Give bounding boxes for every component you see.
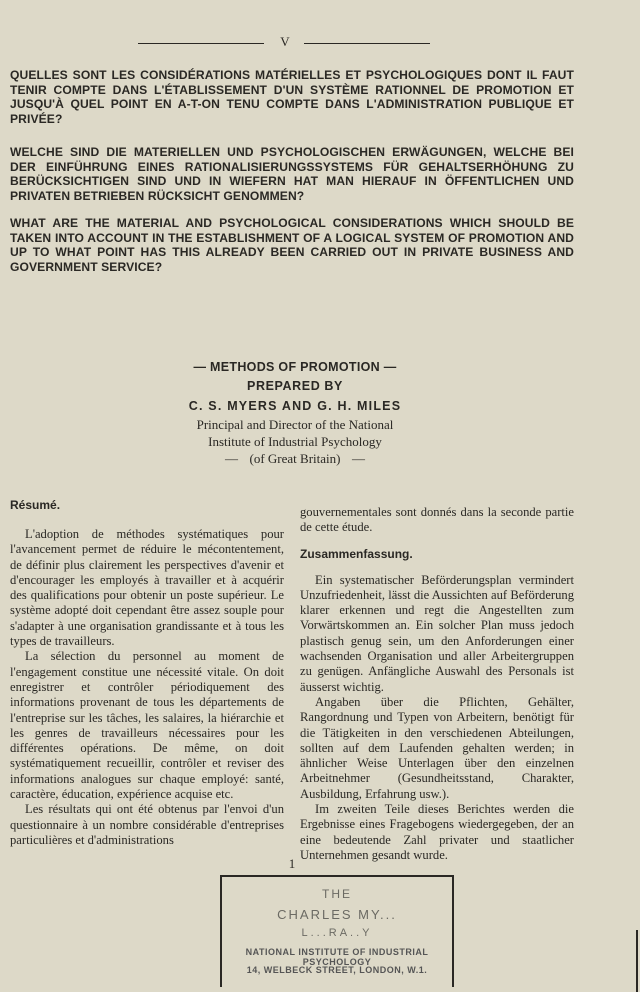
header-rule-right [304,43,430,44]
question-german [10,145,574,203]
header-rule-left [138,43,264,44]
title-block [160,358,430,467]
prepared-by: PREPARED BY [247,379,343,393]
document-title: — METHODS OF PROMOTION — [193,360,397,374]
resume-paragraph: Les résultats qui ont été obtenus par l'envoi d'un questionnaire à un nombre considérable d'entreprises particulières et d'administrations [10,802,284,847]
library-stamp [220,875,454,987]
page-header [0,34,640,50]
resume-heading: Résumé. [10,498,61,512]
affiliation-line-1: Principal and Director of the National [196,417,394,432]
dash-right: — [351,451,365,466]
dash-left: — [225,451,239,466]
zusammenfassung-paragraph: Im zweiten Teile dieses Berichtes werden die Ergebnisse eines Fragebogens wiedergegeben, der an eine bedeutende Zahl privater und staatlicher Unternehmen gesandt wurde. [300,802,574,862]
authors: C. S. MYERS AND G. H. MILES [188,399,402,413]
page-number: 1 [288,856,296,871]
question-german-text: WELCHE SIND DIE MATERIELLEN UND PSYCHOLOGISCHEN ERWÄGUNGEN, WELCHE BEI DER EINFÜHRUNG EINES RATIONALISIERUNGSSYSTEMS FÜR GEHALTSERHÖHUNG ZU BERÜCKSICHTIGEN SIND UND IN WIEFERN HAT MAN HIERAUF IN ÖFFENTLICHEN UND PRIVATEN BETRIEBEN RÜCKSICHT GENOMMEN? [10,145,574,203]
question-french-text: QUELLES SONT LES CONSIDÉRATIONS MATÉRIELLES ET PSYCHOLOGIQUES DONT IL FAUT TENIR COMPTE DANS L'ÉTABLISSEMENT D'UN SYSTÈME RATIONNEL DE PROMOTION ET JUSQU'À QUEL POINT EN A-T-ON TENU COMPTE DANS L'ADMINISTRATION PUBLIQUE ET PRIVÉE? [10,68,574,126]
resume-continuation: gouvernementales sont donnés dans la seconde partie de cette étude. [300,505,574,535]
page-numeral: V [280,34,290,49]
right-column [300,505,574,863]
stamp-line: THE [322,887,352,901]
affiliation-line-3 [160,450,430,467]
question-english-text: WHAT ARE THE MATERIAL AND PSYCHOLOGICAL CONSIDERATIONS WHICH SHOULD BE TAKEN INTO ACCOUNT IN THE ESTABLISHMENT OF A LOGICAL SYSTEM OF PROMOTION AND UP TO WHAT POINT HAS THIS ALREADY BEEN CARRIED OUT IN PRIVATE BUSINESS AND GOVERNMENT SERVICE? [10,216,574,274]
affiliation-country: (of Great Britain) [249,451,341,466]
stamp-line: L...RA..Y [301,927,373,939]
question-english [10,216,574,274]
resume-paragraph: L'adoption de méthodes systématiques pour l'avancement permet de réduire le mécontentement, de définir plus clairement les perspectives d'avenir et d'encourager les employés à travailler et à acquérir des qualifications pour obtenir un poste supérieur. Le système adopté doit cependant être assez souple pour s'adapter à une organisation grandissante et à tous les types de travailleurs. [10,527,284,649]
stamp-line: CHARLES MY... [277,907,397,922]
question-french [10,68,574,126]
left-column [10,498,284,848]
resume-paragraph: La sélection du personnel au moment de l'engagement constitue une nécessité vitale. On doit enregistrer et contrôler périodiquement des informations provenant de tous les départements de l'entreprise sur les tâches, les salaires, la hiérarchie et les genres de travailleurs nécessaires pour les différentes opérations. De même, on doit systématiquement recueillir, contrôler et reviser des informations analogues sur chaque employé: santé, caractère, éducation, expérience acquise etc. [10,649,284,802]
stamp-line: NATIONAL INSTITUTE OF INDUSTRIAL PSYCHOLOGY [245,947,429,967]
affiliation-line-2: Institute of Industrial Psychology [208,434,382,449]
page-edge-mark [636,930,638,992]
zusammenfassung-heading: Zusammenfassung. [300,546,413,561]
zusammenfassung-paragraph: Angaben über die Pflichten, Gehälter, Rangordnung und Typen von Arbeitern, benötigt für die Tätigkeiten in den verschiedenen Abteilungen, sollten auf dem Laufenden gehalten werden; in ähnlicher Weise Unterlagen über den einzelnen Arbeitnehmer (Gesundheitsstand, Charakter, Ausbildung, Erfahrung usw.). [300,694,574,801]
zusammenfassung-paragraph: Ein systematischer Beförderungsplan vermindert Unzufriedenheit, lässt die Aussichten auf Beförderung klarer erkennen und regt die Angestellten zum Vorwärtskommen an. Ein solcher Plan muss jedoch plastisch genug sein, um den Anforderungen einer wachsenden Organisation und aller Arbeitergruppen zu genügen. Anfängliche Auswahl des Personals ist äusserst wichtig. [300,572,574,694]
stamp-line: 14, WELBECK STREET, LONDON, W.1. [246,965,428,975]
